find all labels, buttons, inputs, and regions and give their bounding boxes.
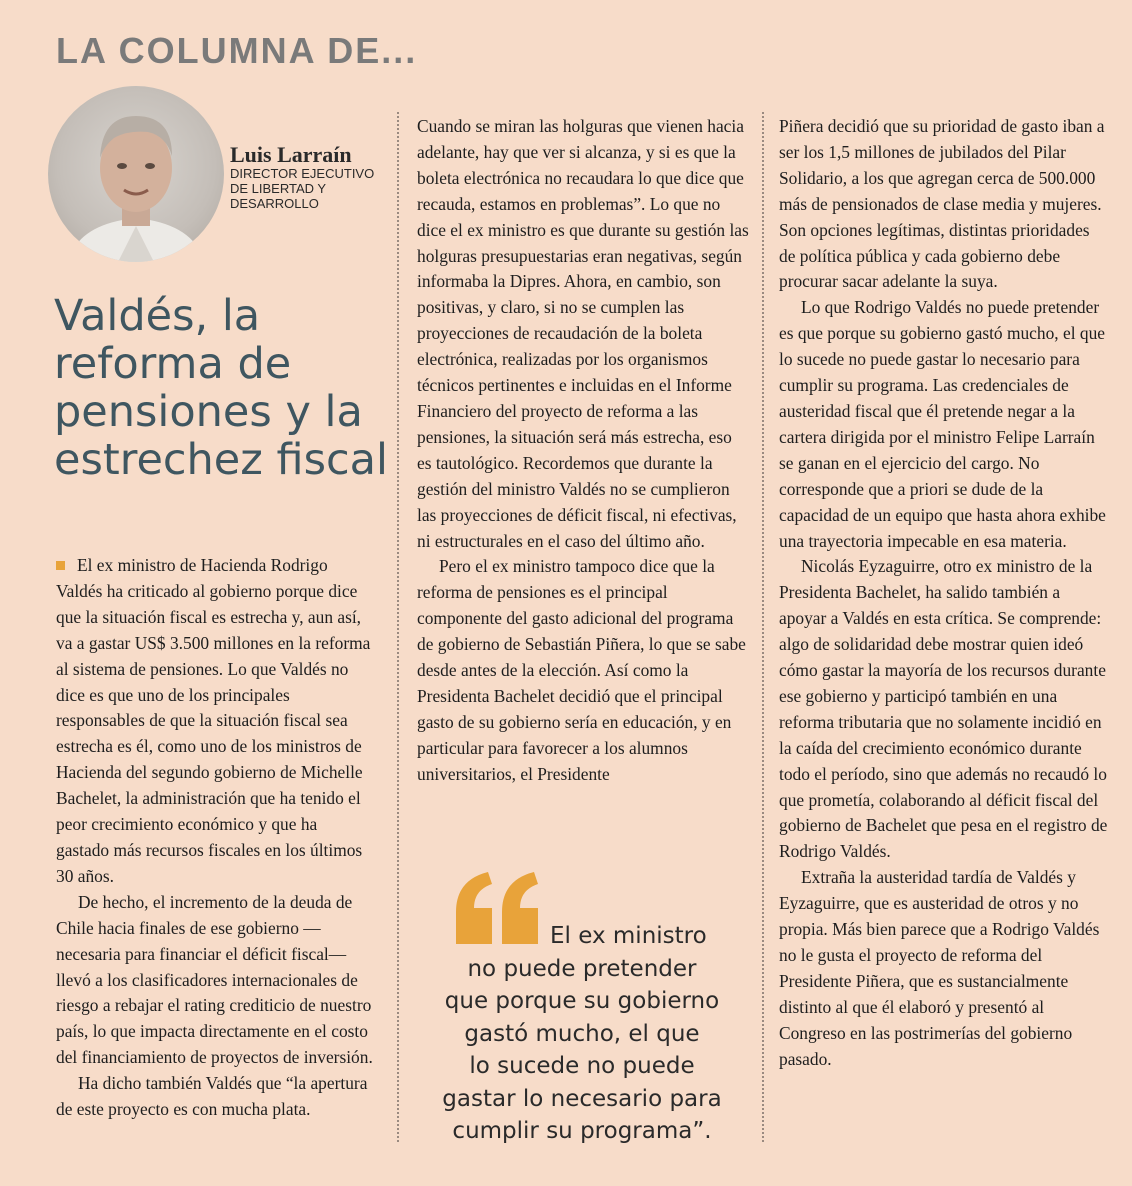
- headline-line: estrechez fiscal: [54, 435, 388, 485]
- paragraph: Piñera decidió que su prioridad de gasto iban a ser los 1,5 millones de jubilados del Pilar Solidario, a los que agregan cerca de 500.000 más de pensionados de clase media y mujeres. Son opciones legítimas, distintas prioridades de política pública y cada gobierno debe procurar sacar adelante la suya.: [779, 116, 1105, 292]
- pull-quote-line: gastar lo necesario para: [442, 1085, 722, 1112]
- paragraph: Nicolás Eyzaguirre, otro ex ministro de la Presidenta Bachelet, ha salido también a apoyar a Valdés en esta crítica. Se comprende: algo de solidaridad debe mostrar quien ideó cómo gastar la mayoría de los recursos durante ese gobierno y participó también en una reforma tributaria que no solamente incidió en la caída del crecimiento económico durante todo el período, sino que además no recaudó lo que prometía, colaborando al déficit fiscal del gobierno de Bachelet que pesa en el registro de Rodrigo Valdés.: [779, 556, 1108, 862]
- paragraph-text: El ex ministro de Hacienda Rodrigo Valdés ha criticado al gobierno porque dice que la situación fiscal es estrecha y, aun así, va a gastar US$ 3.500 millones en la reforma al sistema de pensiones. Lo que Valdés no dice es que uno de los principales responsables de que la situación fiscal sea estrecha es él, como uno de los ministros de Hacienda del segundo gobierno de Michelle Bachelet, la administración que ha tenido el peor crecimiento económico y que ha gastado más recursos fiscales en los últimos 30 años.: [56, 555, 371, 886]
- author-role-line: DE LIBERTAD Y: [230, 181, 327, 196]
- paragraph: De hecho, el incremento de la deuda de Chile hacia finales de ese gobierno —necesaria para financiar el déficit fiscal— llevó a los clasificadores internacionales de riesgo a rebajar el rating crediticio de nuestro país, lo que impacta directamente en el costo del financiamiento de proyectos de inversión.: [56, 891, 373, 1068]
- author-role-line: DESARROLLO: [230, 196, 319, 211]
- paragraph: [56, 553, 374, 890]
- pull-quote-line: El ex ministro: [550, 923, 707, 949]
- bullet-square-icon: [56, 561, 65, 570]
- column-3: [779, 114, 1109, 1073]
- paragraph: Extraña la austeridad tardía de Valdés y Eyzaguirre, que es austeridad de otros y no propia. Más bien parece que a Rodrigo Valdés no le gusta el proyecto de reforma del Presidente Piñera, que es sustancialmente distinto al que él elaboró y presentó al Congreso en las postrimerías del gobierno pasado.: [779, 867, 1100, 1069]
- pull-quote-line: que porque su gobierno: [444, 988, 720, 1014]
- paragraph: Lo que Rodrigo Valdés no puede pretender es que porque su gobierno gastó mucho, el que lo sucede no puede gastar lo necesario para cumplir su programa. Las credenciales de austeridad fiscal que él pretende negar a la cartera dirigida por el ministro Felipe Larraín se ganan en el ejercicio del cargo. No corresponde que a priori se dude de la capacidad de un equipo que hasta ahora exhibe una trayectoria impecable en esa materia.: [779, 297, 1106, 551]
- section-label: LA COLUMNA DE...: [56, 30, 418, 71]
- column-divider: [397, 112, 399, 1142]
- column-1: [56, 553, 374, 1123]
- pull-quote: [432, 920, 732, 1148]
- column-2: [417, 114, 749, 788]
- paragraph: Cuando se miran las holguras que vienen hacia adelante, hay que ver si alcanza, y si es que la boleta electrónica no recaudara lo que dice que recauda, estamos en problemas”. Lo que no dice el ex ministro es que durante su gestión las holguras presupuestarias eran negativas, según informaba la Dipres. Ahora, en cambio, son positivas, y claro, si no se cumplen las proyecciones de recaudación de la boleta electrónica, realizadas por los organismos técnicos pertinentes e incluidas en el Informe Financiero del proyecto de reforma a las pensiones, la situación será más estrecha, eso es tautológico. Recordemos que durante la gestión del ministro Valdés no se cumplieron las proyecciones de déficit fiscal, ni efectivas, ni estructurales en el caso del último año.: [417, 116, 749, 551]
- headline-line: reforma de: [54, 339, 292, 389]
- headline: [54, 292, 394, 484]
- paragraph: Ha dicho también Valdés que “la apertura de este proyecto es con mucha plata.: [56, 1073, 368, 1120]
- paragraph: Pero el ex ministro tampoco dice que la reforma de pensiones es el principal componente del gasto adicional del programa de gobierno de Sebastián Piñera, lo que se sabe desde antes de la elección. Así como la Presidenta Bachelet decidió que el principal gasto de su gobierno sería en educación, y en particular para favorecer a los alumnos universitarios, el Presidente: [417, 556, 746, 784]
- author-portrait-icon: [48, 86, 224, 262]
- author-role-line: DIRECTOR EJECUTIVO: [230, 166, 375, 181]
- author-name: Luis Larraín: [230, 142, 352, 167]
- pull-quote-line: no puede pretender: [467, 955, 697, 982]
- headline-line: Valdés, la: [54, 291, 261, 341]
- column-divider: [762, 112, 764, 1142]
- author-photo: [48, 86, 224, 262]
- headline-line: pensiones y la: [54, 387, 363, 437]
- pull-quote-line: cumplir su programa”.: [452, 1118, 712, 1144]
- pull-quote-line: lo sucede no puede: [469, 1053, 695, 1079]
- pull-quote-line: gastó mucho, el que: [464, 1020, 700, 1047]
- author-role: [230, 166, 400, 211]
